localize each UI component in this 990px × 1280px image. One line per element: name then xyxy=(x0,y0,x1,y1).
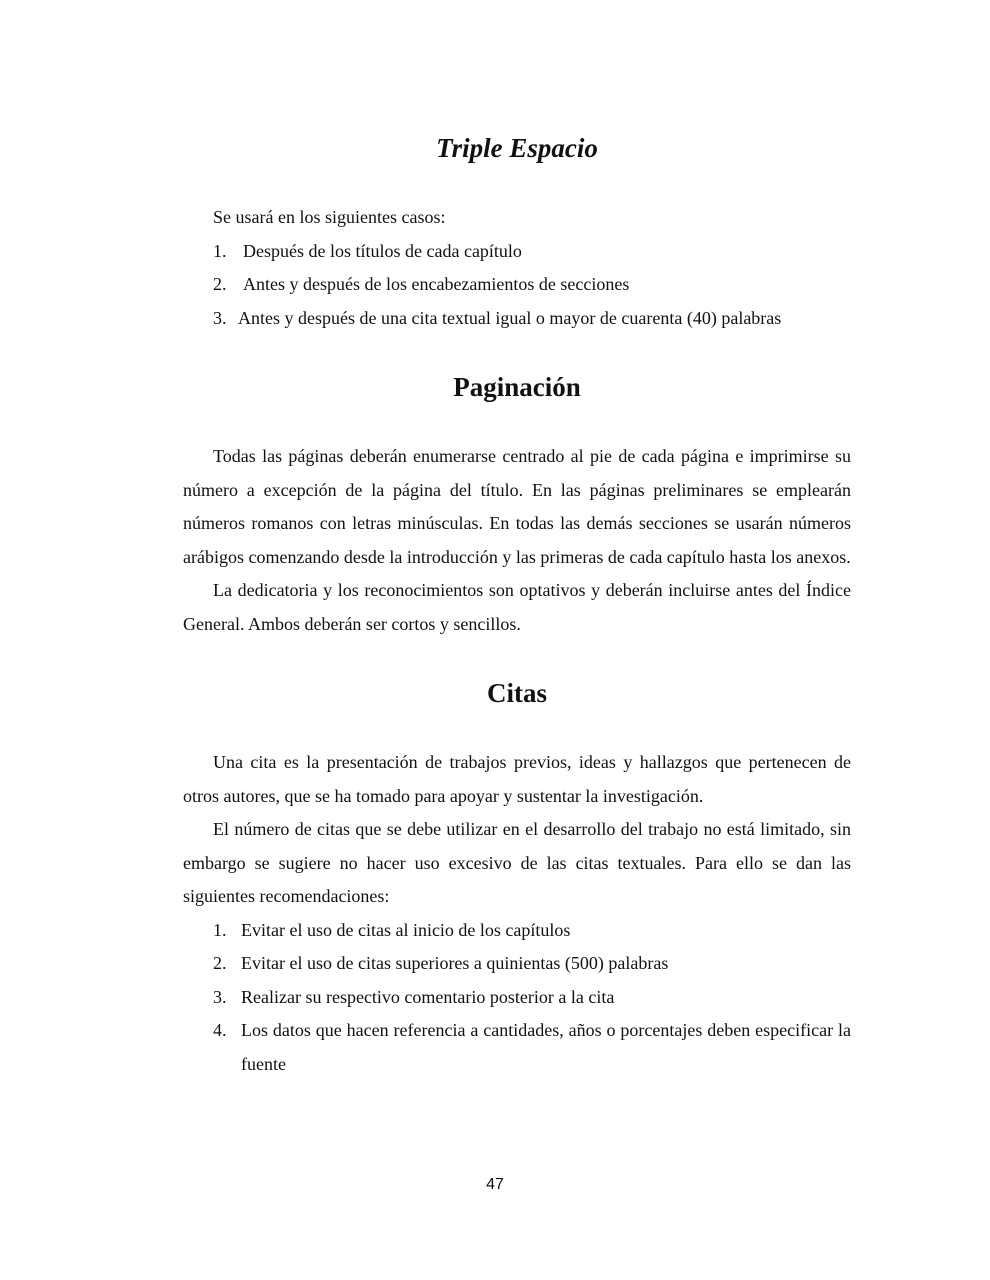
list-item: 1. Evitar el uso de citas al inicio de los capítulos xyxy=(213,919,571,940)
section-title-triple-espacio: Triple Espacio xyxy=(436,133,598,163)
paragraph: Todas las páginas deberán enumerarse centrado al pie de cada página e imprimirse su número a excepción de la página del título. En las páginas preliminares se emplearán números romanos con letras minúsculas. En todas las demás secciones se usarán números arábigos comenzando desde la introducción y las primeras de cada capítulo hasta los anexos. xyxy=(183,446,851,567)
paragraph: Una cita es la presentación de trabajos previos, ideas y hallazgos que pertenecen de otros autores, que se ha tomado para apoyar y sustentar la investigación. xyxy=(183,752,851,806)
paragraph: El número de citas que se debe utilizar en el desarrollo del trabajo no está limitado, sin embargo se sugiere no hacer uso excesivo de las citas textuales. Para ello se dan las siguientes recomendaciones: xyxy=(183,819,851,906)
section-title-paginacion: Paginación xyxy=(453,372,581,402)
citas-list xyxy=(183,914,851,1082)
section-title-citas: Citas xyxy=(487,678,547,708)
list-item: 4. Los datos que hacen referencia a cantidades, años o porcentajes deben especificar la fuente xyxy=(213,1020,851,1074)
list-item: 2. Evitar el uso de citas superiores a quinientas (500) palabras xyxy=(213,953,669,973)
triple-list xyxy=(183,235,851,336)
list-item: 2. Antes y después de los encabezamientos de secciones xyxy=(213,274,630,294)
list-item: 1. Después de los títulos de cada capítulo xyxy=(213,240,522,261)
list-item: 3. Realizar su respectivo comentario posterior a la cita xyxy=(213,986,615,1007)
triple-intro: Se usará en los siguientes casos: xyxy=(213,207,446,227)
paragraph: La dedicatoria y los reconocimientos son optativos y deberán incluirse antes del Índice General. Ambos deberán ser cortos y sencillos. xyxy=(183,580,851,634)
page-number: 47 xyxy=(486,1176,504,1193)
list-item: 3. Antes y después de una cita textual igual o mayor de cuarenta (40) palabras xyxy=(213,307,782,328)
document-page xyxy=(183,133,851,1081)
